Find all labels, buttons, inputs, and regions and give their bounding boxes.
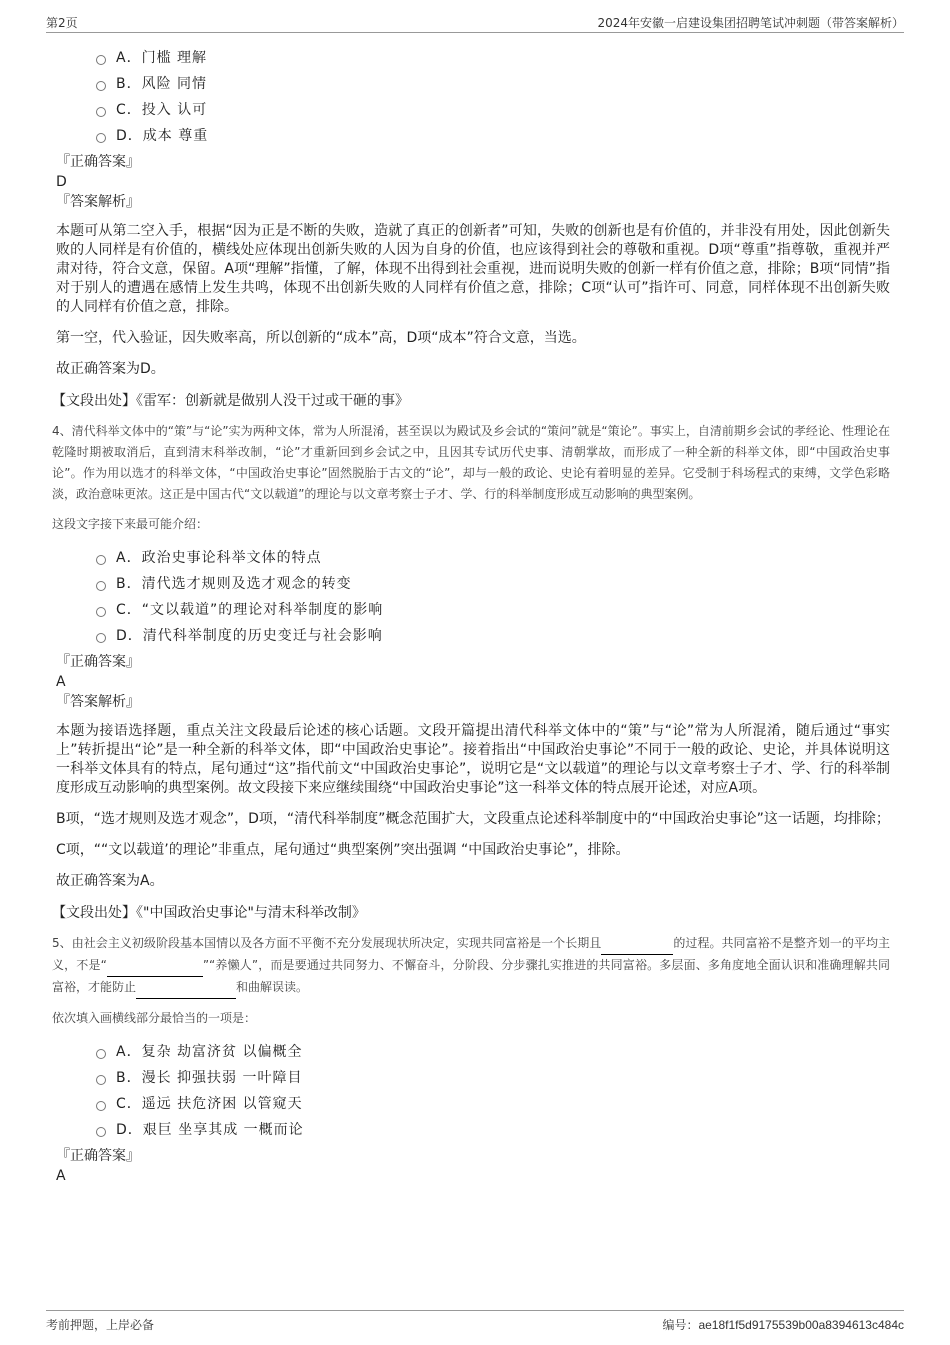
q3-analysis-paragraph: 本题可从第二空入手，根据“因为正是不断的失败，造就了真正的创新者”可知，失败的创新也是有价值的，并非没有用处，因此创新失败的人同样是有价值的，横线处应体现出创新失败的人因为自身的价值，也应该得到社会的尊敬和重视。D项“尊重”指尊敬，重视并严肃对待，符合文意，保留。A项“理解”指懂，了解，体现不出得到社会重视，进而说明失败的创新一样有价值之意，排除；B项“同情”指对于别人的遭遇在感情上发生共鸣，体现不出创新失败的人同样有价值之意，排除；C项“认可”指许可、同意，同样体现不出创新失败的人同样有价值之意，排除。	[56, 223, 890, 315]
radio-icon[interactable]	[96, 607, 106, 617]
q3-analysis-paragraph: 故正确答案为D。	[56, 361, 165, 377]
footer-slogan: 考前押题，上岸必备	[46, 1318, 155, 1332]
q5-answer: A	[56, 1168, 66, 1184]
radio-icon[interactable]	[96, 1127, 106, 1137]
q3-option-b[interactable]: B． 风险 同情	[96, 70, 890, 96]
q4-analysis-paragraph: 本题为接语选择题，重点关注文段最后论述的核心话题。文段开篇提出清代科举文体中的“策”与“论”常为人所混淆，随后通过“事实上”转折提出“论”是一种全新的科举文体，即“中国政治史事论”。接着指出“中国政治史事论”不同于一般的政论、史论，并具体说明这一科举文体具有的特点，尾句通过“这”指代前文“中国政治史事论”，说明它是“文以载道”的理论与以文章考察士子才、学、行的科举制度形成互动影响的典型案例。故文段接下来应继续围绕“中国政治史事论”这一科举文体的特点展开论述，对应A项。	[56, 723, 890, 796]
q5-option-a[interactable]: A． 复杂 劫富济贫 以偏概全	[96, 1038, 890, 1064]
radio-icon[interactable]	[96, 107, 106, 117]
q5-options	[96, 1038, 890, 1142]
q3-option-a[interactable]: A． 门槛 理解	[96, 44, 890, 70]
q4-answer-label: 『正确答案』	[56, 654, 140, 670]
q5-question: 5、由社会主义初级阶段基本国情以及各方面不平衡不充分发展现状所决定，实现共同富裕是一个长期且 的过程。共同富裕不是整齐划一的平均主义，不是“ ”“养懒人”，而是要通过共同努力、不懈奋斗，分阶段、分步骤扎实推进的共同富裕。多层面、多角度地全面认识和准确理解共同富裕，才能防止 和曲解误读。	[52, 933, 890, 999]
q3-option-c[interactable]: C． 投入 认可	[96, 96, 890, 122]
radio-icon[interactable]	[96, 633, 106, 643]
radio-icon[interactable]	[96, 1101, 106, 1111]
q3-option-d[interactable]: D． 成本 尊重	[96, 122, 890, 148]
radio-icon[interactable]	[96, 1075, 106, 1085]
fill-blank	[601, 933, 673, 955]
q3-analysis-label: 『答案解析』	[56, 194, 140, 210]
q4-answer: A	[56, 674, 66, 690]
q4-options	[96, 544, 890, 648]
document-title: 2024年安徽一启建设集团招聘笔试冲刺题（带答案解析）	[597, 16, 904, 30]
radio-icon[interactable]	[96, 133, 106, 143]
q4-analysis-paragraph: 故正确答案为A。	[56, 873, 164, 889]
q4-option-a[interactable]: A． 政治史事论科举文体的特点	[96, 544, 890, 570]
radio-icon[interactable]	[96, 1049, 106, 1059]
radio-icon[interactable]	[96, 81, 106, 91]
q5-answer-label: 『正确答案』	[56, 1148, 140, 1164]
q5-option-d[interactable]: D． 艰巨 坐享其成 一概而论	[96, 1116, 890, 1142]
q4-option-c[interactable]: C． “文以载道”的理论对科举制度的影响	[96, 596, 890, 622]
page-header	[46, 12, 904, 33]
q4-option-b[interactable]: B． 清代选才规则及选才观念的转变	[96, 570, 890, 596]
q4-analysis-paragraph: B项，“选才规则及选才观念”，D项，“清代科举制度”概念范围扩大，文段重点论述科举制度中的“中国政治史事论”这一话题，均排除；	[56, 811, 890, 827]
q4-question: 4、清代科举文体中的“策”与“论”实为两种文体，常为人所混淆，甚至误以为殿试及乡会试的“策问”就是“策论”。事实上，自清前期乡会试的孝经论、性理论在乾隆时期被取消后，直到清末科举改制，“论”才重新回到乡会试之中，且因其专试历代史事、清朝掌故，而形成了一种全新的科举文体，即“中国政治史事论”。作为用以选才的科举文体，“中国政治史事论”固然脱胎于古文的“论”，却与一般的政论、史论有着明显的差异。它受制于科场程式的束缚，文学色彩略淡，政治意味更浓。这正是中国古代“文以载道”的理论与以文章考察士子才、学、行的科举制度形成互动影响的典型案例。	[52, 424, 890, 501]
q4-prompt: 这段文字接下来最可能介绍：	[52, 517, 209, 531]
q4-option-d[interactable]: D． 清代科举制度的历史变迁与社会影响	[96, 622, 890, 648]
radio-icon[interactable]	[96, 55, 106, 65]
page-footer	[46, 1310, 904, 1341]
q5-prompt: 依次填入画横线部分最恰当的一项是：	[52, 1011, 257, 1025]
q4-analysis-paragraph: C项，““文以载道’的理论”非重点，尾句通过“典型案例”突出强调 “中国政治史事论”，排除。	[56, 842, 630, 858]
radio-icon[interactable]	[96, 555, 106, 565]
q5-option-c[interactable]: C． 遥远 扶危济困 以管窥天	[96, 1090, 890, 1116]
q4-analysis-label: 『答案解析』	[56, 694, 140, 710]
radio-icon[interactable]	[96, 581, 106, 591]
document-code: 编号：ae18f1f5d9175539b00a8394613c484c	[662, 1318, 904, 1332]
q3-answer: D	[56, 174, 67, 190]
q3-analysis-paragraph: 第一空，代入验证，因失败率高，所以创新的“成本”高，D项“成本”符合文意，当选。	[56, 330, 586, 346]
fill-blank	[136, 977, 236, 999]
q3-options	[96, 44, 890, 148]
q4-source: 【文段出处】《"中国政治史事论"与清末科举改制》	[52, 905, 366, 921]
q3-source: 【文段出处】《雷军：创新就是做别人没干过或干砸的事》	[52, 393, 409, 409]
q5-option-b[interactable]: B． 漫长 抑强扶弱 一叶障目	[96, 1064, 890, 1090]
fill-blank	[107, 955, 203, 977]
q3-answer-label: 『正确答案』	[56, 154, 140, 170]
document-body	[52, 44, 891, 1186]
page-number: 第2页	[46, 16, 78, 30]
